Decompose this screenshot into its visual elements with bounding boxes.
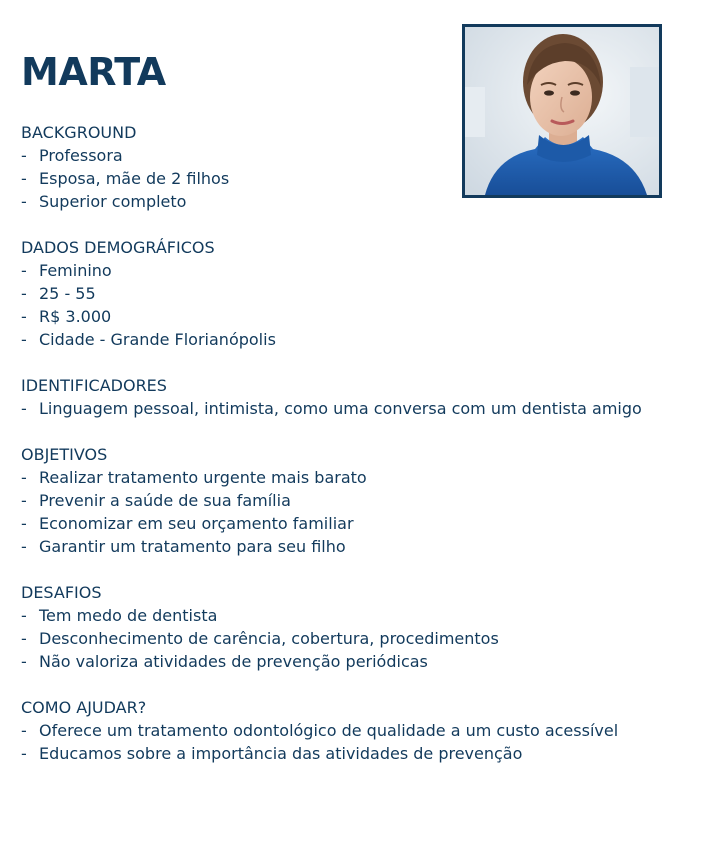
list-item: - Linguagem pessoal, intimista, como uma conversa com um dentista amigo <box>21 399 642 418</box>
section-title: BACKGROUND <box>21 123 137 142</box>
list-item: - Não valoriza atividades de prevenção periódicas <box>21 652 428 671</box>
section-objetivos <box>21 443 691 558</box>
list-item: - Garantir um tratamento para seu filho <box>21 537 346 556</box>
list-item: - 25 - 55 <box>21 284 96 303</box>
section-desafios <box>21 581 691 673</box>
list-item: - Realizar tratamento urgente mais barato <box>21 468 367 487</box>
section-title: DADOS DEMOGRÁFICOS <box>21 238 215 257</box>
section-title: OBJETIVOS <box>21 445 108 464</box>
list-item: - Oferece um tratamento odontológico de qualidade a um custo acessível <box>21 721 619 740</box>
list-item: - Desconhecimento de carência, cobertura, procedimentos <box>21 629 499 648</box>
list-item: - Prevenir a saúde de sua família <box>21 491 291 510</box>
section-title: IDENTIFICADORES <box>21 376 167 395</box>
section-como-ajudar <box>21 696 691 765</box>
list-item: - Economizar em seu orçamento familiar <box>21 514 354 533</box>
list-item: - Tem medo de dentista <box>21 606 218 625</box>
list-item: - Educamos sobre a importância das atividades de prevenção <box>21 744 523 763</box>
list-item: - Cidade - Grande Florianópolis <box>21 330 276 349</box>
list-item: - Professora <box>21 146 123 165</box>
list-item: - R$ 3.000 <box>21 307 112 326</box>
persona-name: MARTA <box>21 50 166 94</box>
section-title: DESAFIOS <box>21 583 102 602</box>
section-identificadores <box>21 374 691 420</box>
section-dados-demograficos <box>21 236 691 351</box>
list-item: - Esposa, mãe de 2 filhos <box>21 169 230 188</box>
persona-sections <box>21 121 691 788</box>
section-background <box>21 121 691 213</box>
section-title: COMO AJUDAR? <box>21 698 147 717</box>
list-item: - Feminino <box>21 261 112 280</box>
list-item: - Superior completo <box>21 192 187 211</box>
